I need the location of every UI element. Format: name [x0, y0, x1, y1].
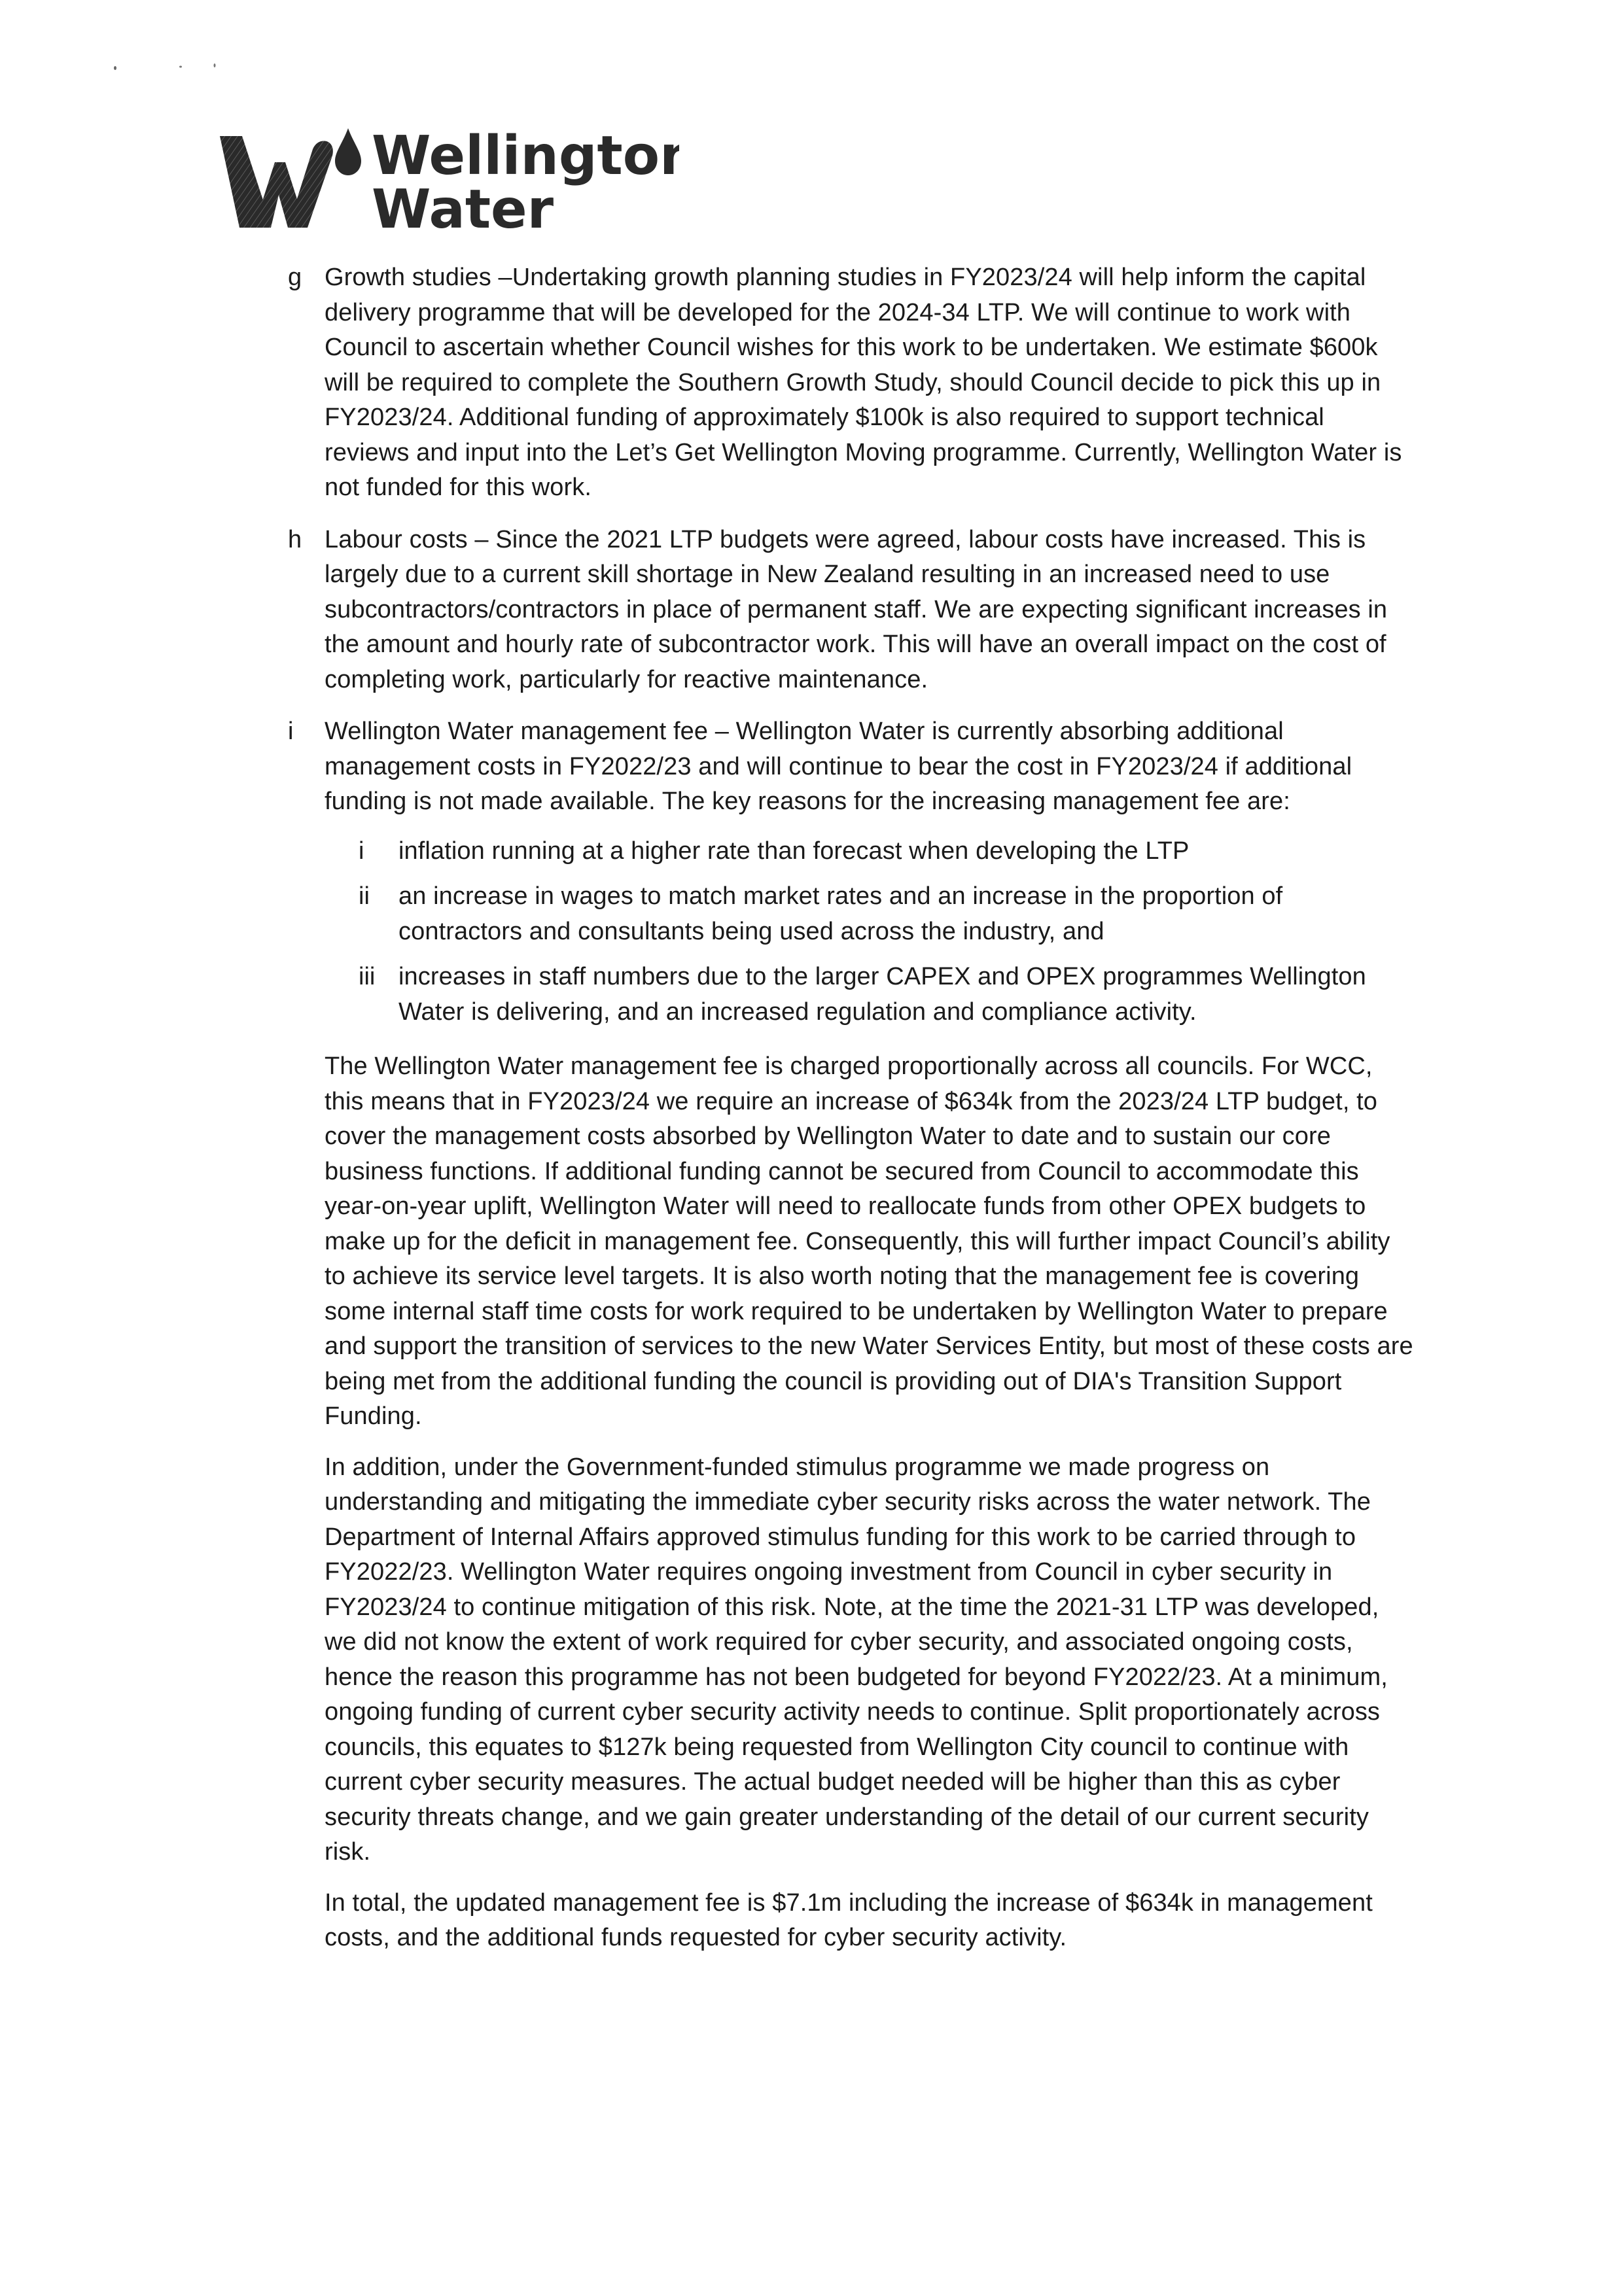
- list-marker: iii: [359, 963, 376, 990]
- growth-studies-paragraph: Growth studies –Undertaking growth planning studies in FY2023/24 will help inform the capital delivery programme that will be developed for the 2024-34 LTP. We will continue to work with Council to ascertain whether Council wishes for this work to be undertaken. We estimate $600k will be required to complete the Southern Growth Study, should Council decide to pick this up in FY2023/24. Additional funding of approximately $100k is also required to support technical reviews and input into the Let’s Get Wellington Moving programme. Currently, Wellington Water is not funded for this work.: [325, 264, 1402, 501]
- management-fee-detail-block: [288, 1049, 1413, 1435]
- wellington-water-logo-mark: [208, 123, 679, 241]
- document-body: [288, 260, 1413, 1972]
- scan-specks: [111, 60, 242, 73]
- body-paragraph: The Wellington Water management fee is charged proportionally across all councils. For WCC, this means that in FY2023/24 we require an increase of $634k from the 2023/24 LTP budget, to cover the management costs absorbed by Wellington Water to date and to sustain our core business functions. If additional funding cannot be secured from Council to accommodate this year-on-year uplift, Wellington Water will need to reallocate funds from other OPEX budgets to make up for the deficit in management fee. Consequently, this will further impact Council’s ability to achieve its service level targets. It is also worth noting that the management fee is covering some internal staff time costs for work required to be undertaken by Wellington Water to prepare and support the transition of services to the new Water Services Entity, but most of these costs are being met from the additional funding the council is providing out of DIA's Transition Support Funding.: [325, 1052, 1413, 1430]
- list-marker: i: [288, 718, 294, 745]
- list-item: [359, 960, 1413, 1030]
- cyber-security-block: [288, 1450, 1413, 1870]
- reason-text: increases in staff numbers due to the larger CAPEX and OPEX programmes Wellington Water is delivering, and an increased regulation and compliance activity.: [398, 963, 1366, 1026]
- labour-costs-paragraph: Labour costs – Since the 2021 LTP budgets were agreed, labour costs have increased. This is largely due to a current skill shortage in New Zealand resulting in an increased need to use subcontractors/contractors in place of permanent staff. We are expecting significant increases in the amount and hourly rate of subcontractor work. This will have an overall impact on the cost of completing work, particularly for reactive maintenance.: [325, 525, 1388, 693]
- list-marker: h: [288, 525, 302, 553]
- logo-word-line1: Wellington: [372, 125, 679, 187]
- total-fee-block: [288, 1886, 1413, 1956]
- body-paragraph: In total, the updated management fee is $7.1m including the increase of $634k in management costs, and the additional funds requested for cyber security activity.: [325, 1888, 1373, 1951]
- list-item-i: [288, 714, 1413, 1030]
- list-item-h: [288, 523, 1413, 698]
- logo-word-line2: Water: [372, 179, 554, 241]
- list-marker: ii: [359, 882, 370, 910]
- list-item: [359, 834, 1413, 869]
- body-paragraph: In addition, under the Government-funded stimulus programme we made progress on understanding and mitigating the immediate cyber security risks across the water network. The Department of Internal Affairs approved stimulus funding for this work to be carried through to FY2022/23. Wellington Water requires ongoing investment from Council in cyber security in FY2023/24 to continue mitigation of this risk. Note, at the time the 2021-31 LTP was developed, we did not know the extent of work required for cyber security, and associated ongoing costs, hence the reason this programme has not been budgeted for beyond FY2022/23. At a minimum, ongoing funding of current cyber security activity needs to continue. Split proportionately across councils, this equates to $127k being requested from Wellington City council to continue with current cyber security measures. The actual budget needed will be higher than this as cyber security threats change, and we gain greater understanding of the detail of our current security risk.: [325, 1453, 1388, 1866]
- reason-text: an increase in wages to match market rates and an increase in the proportion of contractors and consultants being used across the industry, and: [398, 882, 1283, 945]
- wellington-water-logo: [208, 123, 679, 241]
- management-fee-paragraph: Wellington Water management fee – Wellington Water is currently absorbing additional management costs in FY2022/23 and will continue to bear the cost in FY2023/24 if additional funding is not made available. The key reasons for the increasing management fee are:: [325, 718, 1352, 815]
- reason-text: inflation running at a higher rate than forecast when developing the LTP: [398, 837, 1190, 865]
- list-marker: g: [288, 264, 302, 291]
- list-item-g: [288, 260, 1413, 506]
- list-marker: i: [359, 837, 364, 865]
- management-fee-reasons-list: [325, 834, 1413, 1030]
- list-item: [359, 879, 1413, 949]
